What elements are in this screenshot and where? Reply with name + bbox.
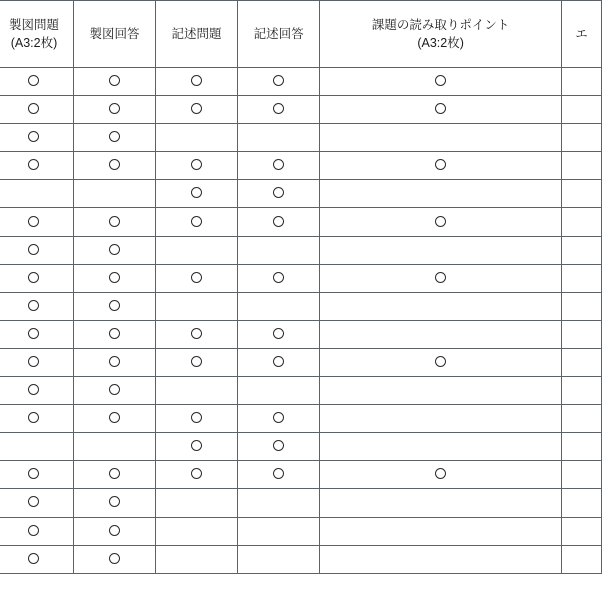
column-header-line2: (A3:2枚)	[417, 36, 464, 50]
table-header	[0, 1, 602, 68]
table-cell-kijutsu_a[interactable]	[238, 68, 320, 96]
table-cell-seizu_q[interactable]	[0, 489, 73, 517]
column-header-kijutsu-a	[238, 1, 320, 68]
circle-mark-icon	[109, 103, 120, 114]
circle-mark-icon	[191, 468, 202, 479]
circle-mark-icon	[191, 187, 202, 198]
circle-mark-icon	[109, 159, 120, 170]
table-cell-seizu_q[interactable]	[0, 152, 73, 180]
table-cell-kijutsu_a[interactable]	[238, 152, 320, 180]
table-row	[0, 236, 602, 264]
table-cell-kijutsu_q[interactable]	[156, 377, 238, 405]
table-cell-kijutsu_q[interactable]	[156, 461, 238, 489]
table-row	[0, 292, 602, 320]
table-cell-seizu_a[interactable]	[73, 433, 155, 461]
table-cell-seizu_q[interactable]	[0, 68, 73, 96]
circle-mark-icon	[109, 216, 120, 227]
table-row	[0, 68, 602, 96]
table-row	[0, 348, 602, 376]
table-cell-seizu_a[interactable]	[73, 96, 155, 124]
table-cell-kijutsu_a[interactable]	[238, 96, 320, 124]
table-cell-seizu_q[interactable]	[0, 461, 73, 489]
table-cell-kijutsu_a[interactable]	[238, 264, 320, 292]
table-cell-seizu_a[interactable]	[73, 405, 155, 433]
table-cell-seizu_a[interactable]	[73, 489, 155, 517]
circle-mark-icon	[109, 300, 120, 311]
table-cell-extra[interactable]	[562, 152, 602, 180]
table-row	[0, 545, 602, 573]
table-cell-kijutsu_a[interactable]	[238, 461, 320, 489]
table-cell-seizu_q[interactable]	[0, 236, 73, 264]
circle-mark-icon	[28, 553, 39, 564]
circle-mark-icon	[191, 328, 202, 339]
table-cell-point[interactable]	[320, 96, 562, 124]
table-cell-kijutsu_a[interactable]	[238, 236, 320, 264]
table-cell-point[interactable]	[320, 180, 562, 208]
table-cell-kijutsu_a[interactable]	[238, 489, 320, 517]
table-cell-extra[interactable]	[562, 517, 602, 545]
table-cell-extra[interactable]	[562, 264, 602, 292]
table-cell-kijutsu_q[interactable]	[156, 320, 238, 348]
table-cell-seizu_q[interactable]	[0, 208, 73, 236]
circle-mark-icon	[28, 356, 39, 367]
table-row	[0, 152, 602, 180]
table-cell-extra[interactable]	[562, 320, 602, 348]
circle-mark-icon	[28, 159, 39, 170]
table-cell-kijutsu_q[interactable]	[156, 152, 238, 180]
circle-mark-icon	[435, 468, 446, 479]
circle-mark-icon	[28, 300, 39, 311]
table-cell-kijutsu_q[interactable]	[156, 264, 238, 292]
table-cell-extra[interactable]	[562, 124, 602, 152]
table-cell-seizu_a[interactable]	[73, 180, 155, 208]
circle-mark-icon	[109, 75, 120, 86]
table-cell-point[interactable]	[320, 236, 562, 264]
table-cell-kijutsu_q[interactable]	[156, 180, 238, 208]
circle-mark-icon	[28, 525, 39, 536]
table-cell-extra[interactable]	[562, 68, 602, 96]
table-cell-kijutsu_q[interactable]	[156, 236, 238, 264]
table-cell-kijutsu_a[interactable]	[238, 180, 320, 208]
table-row	[0, 208, 602, 236]
circle-mark-icon	[191, 216, 202, 227]
table-cell-seizu_q[interactable]	[0, 377, 73, 405]
table-cell-kijutsu_a[interactable]	[238, 320, 320, 348]
table-cell-seizu_a[interactable]	[73, 320, 155, 348]
column-header-line1: 製図回答	[89, 26, 140, 41]
column-header-line1: 記述問題	[171, 26, 222, 41]
circle-mark-icon	[273, 216, 284, 227]
table-row	[0, 489, 602, 517]
table-cell-point[interactable]	[320, 489, 562, 517]
circle-mark-icon	[109, 525, 120, 536]
circle-mark-icon	[28, 75, 39, 86]
circle-mark-icon	[435, 216, 446, 227]
table-cell-point[interactable]	[320, 517, 562, 545]
column-header-line2: (A3:2枚)	[10, 36, 58, 50]
table-cell-seizu_a[interactable]	[73, 461, 155, 489]
circle-mark-icon	[435, 103, 446, 114]
table-cell-point[interactable]	[320, 545, 562, 573]
circle-mark-icon	[109, 328, 120, 339]
circle-mark-icon	[273, 159, 284, 170]
table-cell-seizu_q[interactable]	[0, 348, 73, 376]
circle-mark-icon	[435, 356, 446, 367]
table-cell-kijutsu_a[interactable]	[238, 292, 320, 320]
column-header-line1: 記述回答	[253, 26, 304, 41]
table-cell-seizu_a[interactable]	[73, 377, 155, 405]
circle-mark-icon	[273, 468, 284, 479]
table-cell-seizu_q[interactable]	[0, 124, 73, 152]
table-cell-kijutsu_q[interactable]	[156, 68, 238, 96]
table-cell-kijutsu_q[interactable]	[156, 96, 238, 124]
table-row	[0, 264, 602, 292]
circle-mark-icon	[191, 272, 202, 283]
table-cell-seizu_q[interactable]	[0, 517, 73, 545]
table-cell-extra[interactable]	[562, 96, 602, 124]
circle-mark-icon	[273, 440, 284, 451]
table-cell-kijutsu_q[interactable]	[156, 208, 238, 236]
table-cell-seizu_q[interactable]	[0, 96, 73, 124]
table-row	[0, 377, 602, 405]
table-cell-point[interactable]	[320, 405, 562, 433]
table-cell-seizu_q[interactable]	[0, 433, 73, 461]
circle-mark-icon	[28, 468, 39, 479]
table-cell-extra[interactable]	[562, 545, 602, 573]
circle-mark-icon	[28, 272, 39, 283]
table-cell-kijutsu_a[interactable]	[238, 405, 320, 433]
table-header-row	[0, 1, 602, 68]
circle-mark-icon	[28, 496, 39, 507]
circle-mark-icon	[273, 272, 284, 283]
circle-mark-icon	[435, 272, 446, 283]
table-row	[0, 180, 602, 208]
table-cell-point[interactable]	[320, 377, 562, 405]
circle-mark-icon	[273, 412, 284, 423]
table-cell-seizu_a[interactable]	[73, 264, 155, 292]
table-cell-kijutsu_a[interactable]	[238, 517, 320, 545]
circle-mark-icon	[273, 103, 284, 114]
table-row	[0, 405, 602, 433]
table-cell-kijutsu_q[interactable]	[156, 489, 238, 517]
circle-mark-icon	[109, 356, 120, 367]
column-header-point	[320, 1, 562, 68]
table-cell-point[interactable]	[320, 208, 562, 236]
column-header-seizu-q	[0, 1, 73, 68]
circle-mark-icon	[191, 356, 202, 367]
table-cell-extra[interactable]	[562, 292, 602, 320]
table-cell-seizu_a[interactable]	[73, 236, 155, 264]
table-cell-kijutsu_q[interactable]	[156, 292, 238, 320]
circle-mark-icon	[109, 496, 120, 507]
column-header-line1: 製図問題	[8, 17, 59, 32]
circle-mark-icon	[191, 75, 202, 86]
table-cell-kijutsu_q[interactable]	[156, 545, 238, 573]
column-header-seizu-a	[73, 1, 155, 68]
column-header-line1: 課題の読み取りポイント	[371, 17, 510, 32]
table-row	[0, 124, 602, 152]
table-body	[0, 68, 602, 574]
circle-mark-icon	[28, 216, 39, 227]
circle-mark-icon	[109, 131, 120, 142]
column-header-line1: エ	[575, 26, 588, 41]
table-cell-extra[interactable]	[562, 433, 602, 461]
circle-mark-icon	[109, 244, 120, 255]
circle-mark-icon	[109, 272, 120, 283]
table-row	[0, 517, 602, 545]
circle-mark-icon	[28, 412, 39, 423]
circle-mark-icon	[273, 328, 284, 339]
table-cell-kijutsu_a[interactable]	[238, 208, 320, 236]
table-cell-seizu_q[interactable]	[0, 405, 73, 433]
table-cell-point[interactable]	[320, 320, 562, 348]
circle-mark-icon	[109, 384, 120, 395]
circle-mark-icon	[109, 468, 120, 479]
table-cell-point[interactable]	[320, 348, 562, 376]
circle-mark-icon	[435, 75, 446, 86]
circle-mark-icon	[191, 412, 202, 423]
circle-mark-icon	[109, 412, 120, 423]
table-cell-kijutsu_q[interactable]	[156, 405, 238, 433]
table-cell-extra[interactable]	[562, 208, 602, 236]
table-cell-extra[interactable]	[562, 236, 602, 264]
table-cell-point[interactable]	[320, 292, 562, 320]
table-cell-extra[interactable]	[562, 348, 602, 376]
table-cell-seizu_a[interactable]	[73, 348, 155, 376]
circle-mark-icon	[273, 356, 284, 367]
table-cell-kijutsu_a[interactable]	[238, 124, 320, 152]
table-cell-kijutsu_q[interactable]	[156, 124, 238, 152]
table-cell-seizu_q[interactable]	[0, 320, 73, 348]
table-cell-kijutsu_q[interactable]	[156, 433, 238, 461]
table-row	[0, 461, 602, 489]
table-cell-kijutsu_a[interactable]	[238, 348, 320, 376]
column-header-kijutsu-q	[156, 1, 238, 68]
table-cell-seizu_a[interactable]	[73, 152, 155, 180]
table-cell-kijutsu_a[interactable]	[238, 433, 320, 461]
table-row	[0, 96, 602, 124]
table-cell-seizu_a[interactable]	[73, 517, 155, 545]
table-cell-seizu_a[interactable]	[73, 545, 155, 573]
table-cell-point[interactable]	[320, 433, 562, 461]
table-cell-kijutsu_q[interactable]	[156, 348, 238, 376]
circle-mark-icon	[109, 553, 120, 564]
column-header-extra	[562, 1, 602, 68]
table-row	[0, 433, 602, 461]
table-cell-kijutsu_a[interactable]	[238, 545, 320, 573]
table-cell-seizu_a[interactable]	[73, 124, 155, 152]
circle-mark-icon	[273, 187, 284, 198]
table-cell-seizu_q[interactable]	[0, 292, 73, 320]
table-cell-seizu_a[interactable]	[73, 292, 155, 320]
table-cell-seizu_a[interactable]	[73, 68, 155, 96]
table-cell-point[interactable]	[320, 124, 562, 152]
table-cell-extra[interactable]	[562, 461, 602, 489]
table-cell-seizu_a[interactable]	[73, 208, 155, 236]
circle-mark-icon	[191, 103, 202, 114]
table-cell-extra[interactable]	[562, 377, 602, 405]
circle-mark-icon	[28, 328, 39, 339]
table-cell-point[interactable]	[320, 68, 562, 96]
table-cell-seizu_q[interactable]	[0, 545, 73, 573]
table-cell-kijutsu_a[interactable]	[238, 377, 320, 405]
circle-mark-icon	[28, 103, 39, 114]
table-cell-extra[interactable]	[562, 180, 602, 208]
table-cell-kijutsu_q[interactable]	[156, 517, 238, 545]
circle-mark-icon	[28, 244, 39, 255]
table-cell-point[interactable]	[320, 264, 562, 292]
circle-mark-icon	[191, 440, 202, 451]
table-row	[0, 320, 602, 348]
table-cell-seizu_q[interactable]	[0, 180, 73, 208]
table-cell-extra[interactable]	[562, 489, 602, 517]
circle-mark-icon	[28, 384, 39, 395]
circle-mark-icon	[435, 159, 446, 170]
circle-mark-icon	[28, 131, 39, 142]
circle-mark-icon	[191, 159, 202, 170]
table-cell-point[interactable]	[320, 152, 562, 180]
circle-mark-icon	[273, 75, 284, 86]
table-cell-point[interactable]	[320, 461, 562, 489]
table-cell-seizu_q[interactable]	[0, 264, 73, 292]
table-cell-extra[interactable]	[562, 405, 602, 433]
